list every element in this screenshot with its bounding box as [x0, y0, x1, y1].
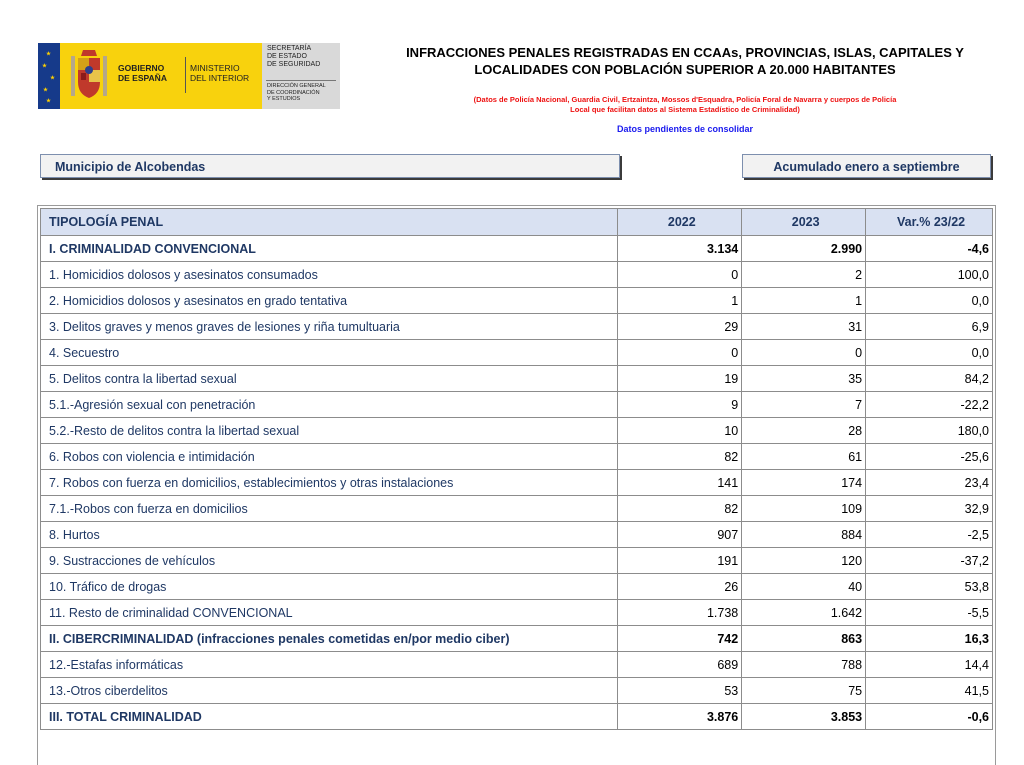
row-label: 10. Tráfico de drogas	[41, 574, 618, 600]
header-variation: Var.% 23/22	[866, 209, 993, 236]
report-title-line1: INFRACCIONES PENALES REGISTRADAS EN CCAAs, PROVINCIAS, ISLAS, CAPITALES Y	[406, 45, 964, 60]
row-value-2022: 3.134	[618, 236, 742, 262]
table-header-row	[41, 209, 993, 236]
table-row	[41, 600, 993, 626]
row-value-2022: 19	[618, 366, 742, 392]
header-tipologia: TIPOLOGÍA PENAL	[41, 209, 618, 236]
report-title-line2: LOCALIDADES CON POBLACIÓN SUPERIOR A 20.000 HABITANTES	[474, 62, 896, 77]
ministerio-label: MINISTERIO DEL INTERIOR	[190, 63, 250, 83]
secretariat-divider	[266, 80, 336, 81]
row-label: 4. Secuestro	[41, 340, 618, 366]
row-label: I. CRIMINALIDAD CONVENCIONAL	[41, 236, 618, 262]
row-variation: 84,2	[866, 366, 993, 392]
secretariat-logo-panel	[262, 43, 340, 109]
row-label: 6. Robos con violencia e intimidación	[41, 444, 618, 470]
row-value-2022: 29	[618, 314, 742, 340]
logo-divider	[185, 57, 186, 93]
row-value-2022: 3.876	[618, 704, 742, 730]
row-variation: 16,3	[866, 626, 993, 652]
table-row	[41, 704, 993, 730]
row-variation: 100,0	[866, 262, 993, 288]
row-variation: -25,6	[866, 444, 993, 470]
row-label: 13.-Otros ciberdelitos	[41, 678, 618, 704]
table-row	[41, 288, 993, 314]
row-value-2023: 0	[742, 340, 866, 366]
row-variation: 180,0	[866, 418, 993, 444]
table-row	[41, 574, 993, 600]
table-row	[41, 262, 993, 288]
table-row	[41, 548, 993, 574]
row-value-2023: 174	[742, 470, 866, 496]
row-value-2023: 1.642	[742, 600, 866, 626]
period-box: Acumulado enero a septiembre	[742, 154, 991, 178]
row-value-2023: 863	[742, 626, 866, 652]
row-value-2023: 2.990	[742, 236, 866, 262]
row-value-2023: 884	[742, 522, 866, 548]
report-title	[380, 44, 990, 78]
row-value-2022: 1.738	[618, 600, 742, 626]
row-label: 2. Homicidios dolosos y asesinatos en grado tentativa	[41, 288, 618, 314]
row-value-2023: 75	[742, 678, 866, 704]
table-row	[41, 522, 993, 548]
row-variation: 14,4	[866, 652, 993, 678]
row-value-2022: 191	[618, 548, 742, 574]
row-value-2023: 35	[742, 366, 866, 392]
row-label: 5.2.-Resto de delitos contra la libertad sexual	[41, 418, 618, 444]
municipality-box: Municipio de Alcobendas	[40, 154, 620, 178]
row-label: 3. Delitos graves y menos graves de lesiones y riña tumultuaria	[41, 314, 618, 340]
row-value-2022: 53	[618, 678, 742, 704]
table-row	[41, 392, 993, 418]
table-row	[41, 444, 993, 470]
table-row	[41, 236, 993, 262]
row-label: 5. Delitos contra la libertad sexual	[41, 366, 618, 392]
row-value-2023: 109	[742, 496, 866, 522]
row-value-2022: 82	[618, 444, 742, 470]
row-variation: -37,2	[866, 548, 993, 574]
table-row	[41, 626, 993, 652]
row-value-2023: 120	[742, 548, 866, 574]
table-row	[41, 314, 993, 340]
row-variation: -22,2	[866, 392, 993, 418]
row-variation: 0,0	[866, 340, 993, 366]
row-label: 11. Resto de criminalidad CONVENCIONAL	[41, 600, 618, 626]
row-variation: -4,6	[866, 236, 993, 262]
table-row	[41, 340, 993, 366]
pending-consolidation-note: Datos pendientes de consolidar	[616, 124, 754, 134]
row-label: 7.1.-Robos con fuerza en domicilios	[41, 496, 618, 522]
row-label: 12.-Estafas informáticas	[41, 652, 618, 678]
row-value-2023: 1	[742, 288, 866, 314]
row-value-2022: 10	[618, 418, 742, 444]
sources-line1: (Datos de Policía Nacional, Guardia Civil, Ertzaintza, Mossos d'Esquadra, Policía Foral de Navarra y cuerpos de Policía	[473, 95, 897, 104]
row-label: 1. Homicidios dolosos y asesinatos consumados	[41, 262, 618, 288]
row-value-2022: 689	[618, 652, 742, 678]
row-label: 5.1.-Agresión sexual con penetración	[41, 392, 618, 418]
row-value-2023: 61	[742, 444, 866, 470]
row-value-2023: 28	[742, 418, 866, 444]
row-value-2022: 26	[618, 574, 742, 600]
row-value-2022: 742	[618, 626, 742, 652]
row-value-2023: 788	[742, 652, 866, 678]
row-variation: 53,8	[866, 574, 993, 600]
table-row	[41, 678, 993, 704]
eu-flag-icon	[38, 43, 60, 109]
row-value-2022: 82	[618, 496, 742, 522]
row-label: 9. Sustracciones de vehículos	[41, 548, 618, 574]
coat-of-arms-icon	[69, 48, 109, 104]
gobierno-label: GOBIERNO DE ESPAÑA	[118, 63, 167, 83]
row-label: II. CIBERCRIMINALIDAD (infracciones penales cometidas en/por medio ciber)	[41, 626, 618, 652]
row-variation: 6,9	[866, 314, 993, 340]
row-variation: 41,5	[866, 678, 993, 704]
row-variation: 0,0	[866, 288, 993, 314]
government-logo-panel	[60, 43, 262, 109]
table-row	[41, 496, 993, 522]
header-2023: 2023	[742, 209, 866, 236]
row-value-2023: 2	[742, 262, 866, 288]
row-value-2023: 3.853	[742, 704, 866, 730]
row-label: III. TOTAL CRIMINALIDAD	[41, 704, 618, 730]
row-value-2022: 1	[618, 288, 742, 314]
row-variation: -5,5	[866, 600, 993, 626]
ministry-logo	[38, 43, 340, 109]
direccion-label: DIRECCIÓN GENERAL DE COORDINACIÓN Y ESTUDIOS	[267, 83, 326, 102]
table-row	[41, 418, 993, 444]
row-value-2022: 0	[618, 340, 742, 366]
table-body	[41, 236, 993, 730]
row-value-2022: 907	[618, 522, 742, 548]
row-variation: 23,4	[866, 470, 993, 496]
secretaria-label: SECRETARÍA DE ESTADO DE SEGURIDAD	[267, 45, 321, 68]
row-value-2023: 31	[742, 314, 866, 340]
table-row	[41, 366, 993, 392]
table-row	[41, 652, 993, 678]
row-value-2022: 9	[618, 392, 742, 418]
row-label: 8. Hurtos	[41, 522, 618, 548]
data-sources-note	[380, 95, 990, 114]
row-variation: -2,5	[866, 522, 993, 548]
row-label: 7. Robos con fuerza en domicilios, establecimientos y otras instalaciones	[41, 470, 618, 496]
header-2022: 2022	[618, 209, 742, 236]
crime-table	[40, 208, 993, 730]
table-row	[41, 470, 993, 496]
row-value-2022: 0	[618, 262, 742, 288]
row-value-2023: 7	[742, 392, 866, 418]
row-value-2022: 141	[618, 470, 742, 496]
row-variation: -0,6	[866, 704, 993, 730]
row-variation: 32,9	[866, 496, 993, 522]
row-value-2023: 40	[742, 574, 866, 600]
sources-line2: Local que facilitan datos al Sistema Estadístico de Criminalidad)	[570, 104, 800, 114]
